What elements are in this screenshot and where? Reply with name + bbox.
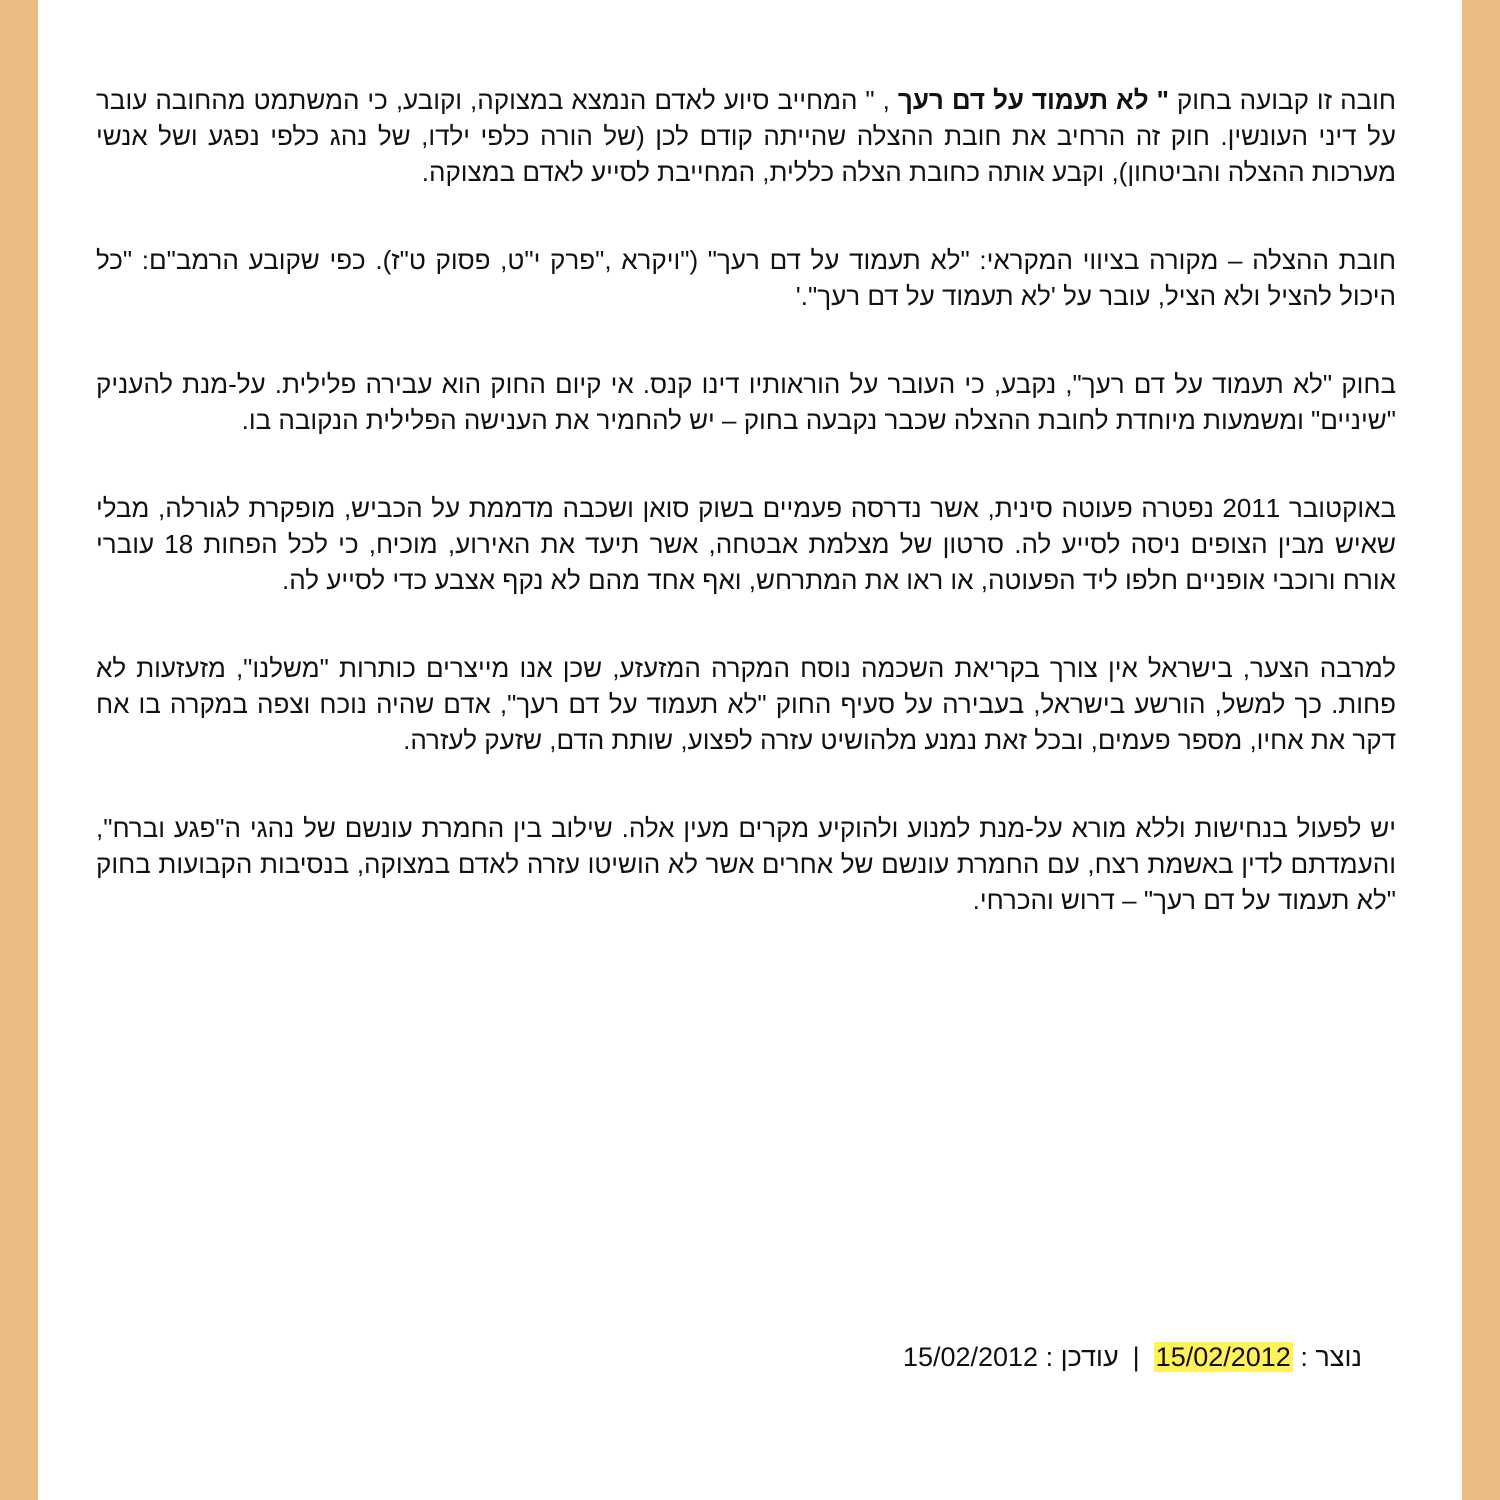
law-name-bold: " לא תעמוד על דם רעך — [897, 85, 1169, 115]
paragraph-1-intro: חובה זו קבועה בחוק — [1168, 85, 1396, 115]
date-footer — [903, 1338, 1362, 1376]
updated-label: עודכן : — [1045, 1342, 1119, 1372]
paragraph-1 — [96, 82, 1396, 190]
paragraph-6: יש לפעול בנחישות וללא מורא על-מנת למנוע ולהוקיע מקרים מעין אלה. שילוב בין החמרת עונשם של נהגי ה"פגע וברח", והעמדתם לדין באשמת רצח, עם החמרת עונשם של אחרים אשר לא הושיטו עזרה לאדם במצוקה, בנסיבות הקבועות בחוק "לא תעמוד על דם רעך" – דרוש והכרחי. — [96, 813, 1396, 915]
article-body — [96, 82, 1396, 918]
paragraph-3: בחוק "לא תעמוד על דם רעך", נקבע, כי העובר על הוראותיו דינו קנס. אי קיום החוק הוא עבירה פלילית. על-מנת להעניק "שיניים" ומשמעות מיוחדת לחובת ההצלה שכבר נקבעה בחוק – יש להחמיר את הענישה הפלילית הנקובה בו. — [96, 369, 1396, 435]
created-date: 15/02/2012 — [1155, 1342, 1291, 1372]
document-page — [38, 0, 1462, 1500]
footer-separator: | — [1132, 1342, 1140, 1372]
paragraph-1-rest: , " המחייב סיוע לאדם הנמצא במצוקה, וקובע, כי המשתמט מהחובה עובר על דיני העונשין. חוק זה הרחיב את חובת ההצלה שהייתה קודם לכן (של הורה כלפי ילדו, של נהג כלפי נפגע ושל אנשי מערכות ההצלה והביטחון), וקבע אותה כחובת הצלה כללית, המחייבת לסייע לאדם במצוקה. — [96, 85, 1396, 187]
paragraph-4: באוקטובר 2011 נפטרה פעוטה סינית, אשר נדרסה פעמיים בשוק סואן ושכבה מדממת על הכביש, מופקרת לגורלה, מבלי שאיש מבין הצופים ניסה לסייע לה. סרטון של מצלמת אבטחה, אשר תיעד את האירוע, מוכיח, כי לכל הפחות 18 עוברי אורח ורוכבי אופניים חלפו ליד הפעוטה, או ראו את המתרחש, ואף אחד מהם לא נקף אצבע כדי לסייע לה. — [96, 493, 1397, 595]
paragraph-2: חובת ההצלה – מקורה בציווי המקראי: "לא תעמוד על דם רעך" ("ויקרא ,"פרק י"ט, פסוק ט"ז). כפי שקובע הרמב"ם: "כל היכול להציל ולא הציל, עובר על 'לא תעמוד על דם רעך".' — [96, 245, 1396, 311]
paragraph-5: למרבה הצער, בישראל אין צורך בקריאת השכמה נוסח המקרה המזעזע, שכן אנו מייצרים כותרות "משלנו", מזעזעות לא פחות. כך למשל, הורשע בישראל, בעבירה על סעיף החוק "לא תעמוד על דם רעך", אדם שהיה נוכח וצפה במקרה בו אח דקר את אחיו, מספר פעמים, ובכל זאת נמנע מלהושיט עזרה לפצוע, שותת הדם, שזעק לעזרה. — [96, 653, 1396, 755]
updated-date: 15/02/2012 — [902, 1342, 1039, 1372]
created-label: נוצר : — [1300, 1342, 1362, 1372]
